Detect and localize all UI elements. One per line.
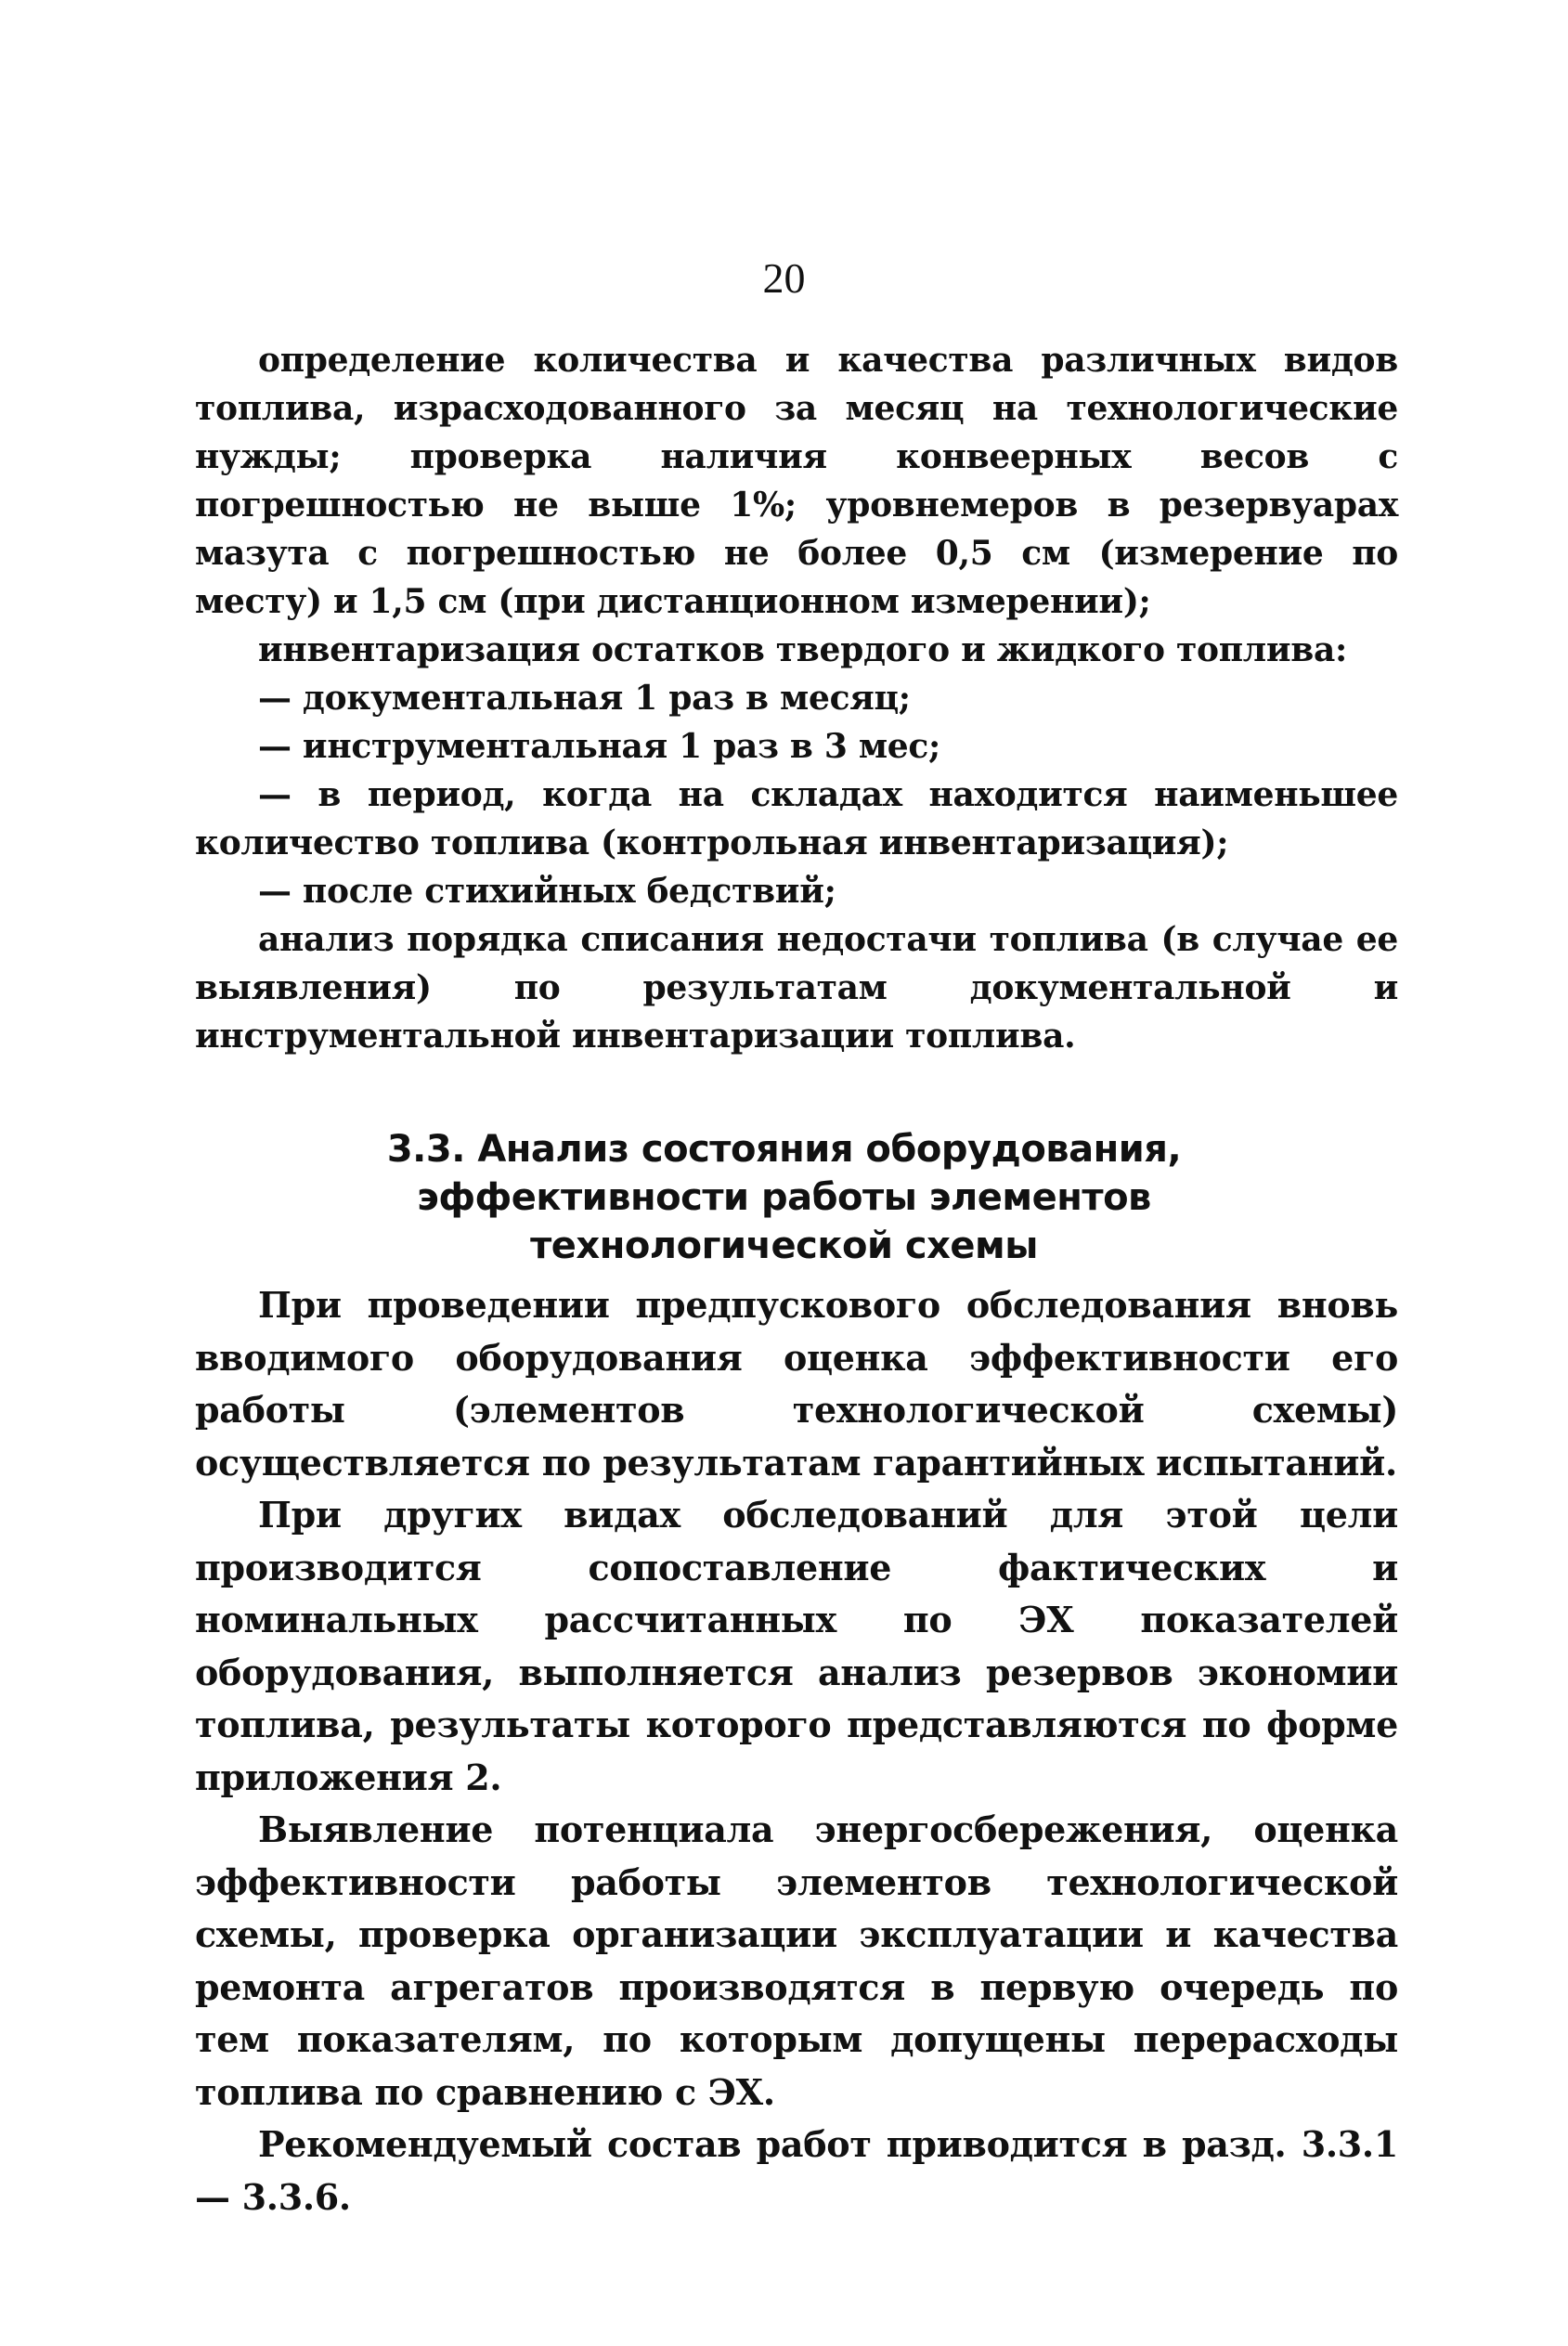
list-item: анализ порядка списания недостачи топлива (в случае ее выявления) по результатам документальной и инструментальной инвентаризации топлива. [195,920,1398,1056]
list-block [195,336,1398,1060]
paragraph: Рекомендуемый состав работ приводится в разд. 3.3.1 — 3.3.6. [195,2123,1398,2218]
section-heading-line: технологической схемы [530,1225,1038,1267]
section-body [195,1279,1398,2223]
list-item: — документальная 1 раз в месяц; [258,679,911,718]
paragraph: При других видах обследований для этой цели производится сопоставление фактических и номинальных рассчитанных по ЭХ показателей оборудования, выполняется анализ резервов экономии топлива, результаты которого представляются по форме приложения 2. [195,1494,1398,1798]
list-item: — в период, когда на складах находится наименьшее количество топлива (контрольная инвентаризация); [195,775,1398,862]
paragraph: При проведении предпускового обследования вновь вводимого оборудования оценка эффективности его работы (элементов технологической схемы) осуществляется по результатам гарантийных испытаний. [195,1284,1398,1484]
list-item: — после стихийных бедствий; [258,872,836,911]
section-heading-line: эффективности работы элементов [417,1176,1151,1219]
section-heading-line: 3.3. Анализ состояния оборудования, [386,1128,1182,1171]
page-number: 20 [762,254,806,302]
list-item: инвентаризация остатков твердого и жидкого топлива: [258,630,1347,669]
section-heading [0,1125,1568,1270]
paragraph: Выявление потенциала энергосбережения, оценка эффективности работы элементов технологической схемы, проверка организации эксплуатации и качества ремонта агрегатов производятся в первую очередь по тем показателям, по которым допущены перерасходы топлива по сравнению с ЭХ. [195,1808,1398,2113]
list-item: определение количества и качества различных видов топлива, израсходованного за месяц на технологические нужды; проверка наличия конвеерных весов с погрешностью не выше 1%; уровнемеров в резервуарах мазута с погрешностью не более 0,5 см (измерение по месту) и 1,5 см (при дистанционном измерении); [195,341,1398,621]
list-item: — инструментальная 1 раз в 3 мес; [258,727,941,766]
